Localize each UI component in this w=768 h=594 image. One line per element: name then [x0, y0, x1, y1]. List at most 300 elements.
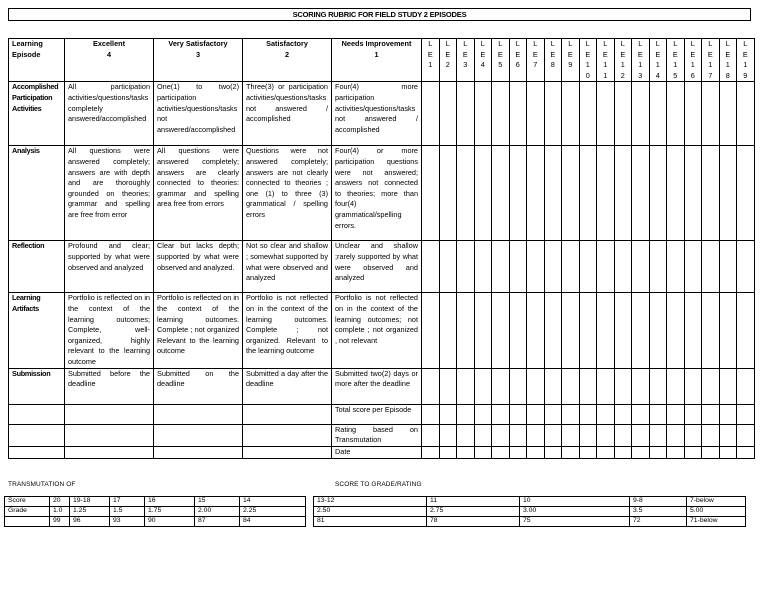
criterion-description: Unclear and shallow ;rarely supported by what were observed and analyzed — [332, 241, 422, 293]
episode-label-char: E — [585, 49, 591, 59]
episode-score-cell[interactable] — [702, 424, 720, 446]
summary-row — [9, 446, 755, 458]
grade-cell: 99 — [50, 517, 70, 527]
episode-label-char: L — [725, 39, 730, 48]
grade-cell: 1.75 — [145, 507, 195, 517]
episode-score-cell[interactable] — [579, 293, 597, 368]
episode-score-cell[interactable] — [562, 82, 580, 146]
episode-label-char: 1 — [428, 60, 433, 70]
criterion-name: Learning Artifacts — [9, 293, 65, 368]
episode-score-cell[interactable] — [439, 404, 457, 424]
episode-label-char: E — [567, 49, 573, 59]
criterion-description: All questions were answered completely; answers are clearly connected to theories: grammar and spelling area free from errors — [154, 146, 243, 241]
episode-label-char: 1 — [673, 60, 678, 70]
episode-score-cell[interactable] — [492, 82, 510, 146]
level-points: 1 — [374, 49, 379, 59]
criterion-name: Submission — [9, 368, 65, 404]
episode-score-cell[interactable] — [649, 241, 667, 293]
episode-label-char: E — [690, 49, 696, 59]
episode-score-cell[interactable] — [474, 446, 492, 458]
summary-row-label: Total score per Episode — [332, 404, 422, 424]
episode-label-char: L — [603, 39, 608, 48]
episode-score-cell[interactable] — [492, 241, 510, 293]
episode-score-cell[interactable] — [422, 368, 440, 404]
episode-score-cell[interactable] — [702, 146, 720, 241]
episode-score-cell[interactable] — [719, 424, 737, 446]
blank-cell — [9, 446, 65, 458]
episode-label-char: L — [638, 39, 643, 48]
episode-label-char: E — [707, 49, 713, 59]
grade-cell: Grade — [5, 507, 50, 517]
grade-cell: 11 — [427, 497, 520, 507]
criteria-body — [9, 82, 755, 458]
blank-cell — [243, 424, 332, 446]
episode-score-cell[interactable] — [544, 293, 562, 368]
episode-score-cell[interactable] — [527, 404, 545, 424]
episode-label-char: 1 — [708, 60, 713, 70]
level-header — [154, 39, 243, 82]
episode-score-cell[interactable] — [614, 446, 632, 458]
episode-label-char: E — [550, 49, 556, 59]
episode-label-char: 2 — [445, 60, 450, 70]
episode-label-char: 1 — [725, 60, 730, 70]
episode-score-cell[interactable] — [737, 368, 755, 404]
episode-score-cell[interactable] — [719, 446, 737, 458]
episode-score-cell[interactable] — [439, 446, 457, 458]
episode-score-cell[interactable] — [632, 293, 650, 368]
episode-header: Learning Episode — [9, 39, 65, 82]
episode-score-cell[interactable] — [597, 404, 615, 424]
episode-score-cell[interactable] — [492, 146, 510, 241]
page-title: SCORING RUBRIC FOR FIELD STUDY 2 EPISODES — [8, 8, 751, 21]
criterion-description: Portfolio is not reflected on in the context of the learning outcomes. Complete ; not organized. Relevant to the learning outcome — [243, 293, 332, 368]
grade-cell: 75 — [520, 517, 630, 527]
episode-column-header — [492, 39, 510, 82]
episode-score-cell[interactable] — [492, 293, 510, 368]
episode-score-cell[interactable] — [509, 446, 527, 458]
episode-column-header — [457, 39, 475, 82]
episode-label-char: E — [672, 49, 678, 59]
episode-score-cell[interactable] — [544, 82, 562, 146]
episode-label-char: L — [533, 39, 538, 48]
summary-row-label: Rating based on Transmutation — [332, 424, 422, 446]
episode-score-cell[interactable] — [597, 82, 615, 146]
grade-cell: 15 — [195, 497, 240, 507]
episode-score-cell[interactable] — [422, 404, 440, 424]
episode-score-cell[interactable] — [597, 293, 615, 368]
episode-score-cell[interactable] — [667, 293, 685, 368]
episode-score-cell[interactable] — [422, 241, 440, 293]
episode-label-char: 7 — [708, 70, 713, 80]
grade-row — [5, 517, 306, 527]
episode-column-header — [702, 39, 720, 82]
episode-score-cell[interactable] — [457, 424, 475, 446]
episode-label-char: 2 — [620, 70, 625, 80]
episode-score-cell[interactable] — [719, 368, 737, 404]
grade-cell: 78 — [427, 517, 520, 527]
episode-column-header — [737, 39, 755, 82]
episode-score-cell[interactable] — [667, 404, 685, 424]
criterion-row — [9, 293, 755, 368]
grade-cell: 87 — [195, 517, 240, 527]
episode-score-cell[interactable] — [579, 424, 597, 446]
episode-score-cell[interactable] — [667, 368, 685, 404]
episode-score-cell[interactable] — [684, 368, 702, 404]
episode-score-cell[interactable] — [492, 424, 510, 446]
grade-cell: 93 — [110, 517, 145, 527]
episode-score-cell[interactable] — [579, 241, 597, 293]
episode-label-char: L — [568, 39, 573, 48]
episode-score-cell[interactable] — [422, 293, 440, 368]
episode-score-cell[interactable] — [457, 446, 475, 458]
episode-label-char: E — [532, 49, 538, 59]
criterion-description: Submitted two(2) days or more after the deadline — [332, 368, 422, 404]
episode-score-cell[interactable] — [719, 82, 737, 146]
episode-score-cell[interactable] — [422, 446, 440, 458]
episode-score-cell[interactable] — [509, 424, 527, 446]
episode-score-cell[interactable] — [737, 293, 755, 368]
episode-label-char: 1 — [743, 60, 748, 70]
episode-score-cell[interactable] — [702, 404, 720, 424]
episode-score-cell[interactable] — [422, 146, 440, 241]
criterion-description: Submitted before the deadline — [65, 368, 154, 404]
episode-score-cell[interactable] — [649, 82, 667, 146]
episode-score-cell[interactable] — [474, 82, 492, 146]
episode-score-cell[interactable] — [527, 146, 545, 241]
episode-score-cell[interactable] — [457, 293, 475, 368]
episode-score-cell[interactable] — [562, 293, 580, 368]
criterion-description: Four(4) or more participation questions were not answered; answers not connected to theories; more than four(4) grammatical/spelling errors. — [332, 146, 422, 241]
episode-score-cell[interactable] — [632, 241, 650, 293]
episode-score-cell[interactable] — [509, 241, 527, 293]
grade-cell: 72 — [630, 517, 687, 527]
episode-label-char: E — [620, 49, 626, 59]
episode-score-cell[interactable] — [439, 241, 457, 293]
summary-row — [9, 424, 755, 446]
level-points: 4 — [106, 49, 112, 59]
episode-score-cell[interactable] — [457, 146, 475, 241]
episode-score-cell[interactable] — [474, 146, 492, 241]
episode-label-char: 1 — [603, 60, 608, 70]
transmutation-table — [4, 496, 306, 527]
episode-score-cell[interactable] — [474, 368, 492, 404]
episode-score-cell[interactable] — [439, 146, 457, 241]
grade-cell: 17 — [110, 497, 145, 507]
episode-score-cell[interactable] — [527, 241, 545, 293]
episode-score-cell[interactable] — [649, 146, 667, 241]
episode-score-cell[interactable] — [737, 424, 755, 446]
episode-score-cell[interactable] — [684, 404, 702, 424]
episode-score-cell[interactable] — [509, 368, 527, 404]
episode-score-cell[interactable] — [474, 404, 492, 424]
blank-cell — [154, 404, 243, 424]
level-points: 2 — [284, 49, 290, 59]
episode-column-header — [649, 39, 667, 82]
episode-score-cell[interactable] — [684, 82, 702, 146]
episode-score-cell[interactable] — [579, 368, 597, 404]
episode-label-char: E — [637, 49, 643, 59]
episode-score-cell[interactable] — [702, 82, 720, 146]
episode-score-cell[interactable] — [649, 404, 667, 424]
summary-row-label: Date — [332, 446, 422, 458]
level-name: Very Satisfactory — [168, 39, 228, 48]
level-points: 3 — [195, 49, 201, 59]
episode-score-cell[interactable] — [527, 293, 545, 368]
episode-score-cell[interactable] — [684, 446, 702, 458]
episode-score-cell[interactable] — [509, 82, 527, 146]
score-to-grade-label: SCORE TO GRADE/RATING — [335, 481, 422, 488]
episode-label-char: L — [463, 39, 468, 48]
episode-column-header — [527, 39, 545, 82]
episode-score-cell[interactable] — [667, 82, 685, 146]
episode-label-char: L — [515, 39, 520, 48]
criterion-row — [9, 241, 755, 293]
criterion-description: Questions were not answered completely; answers are not clearly connected to theories ; one (1) to three (3) grammatical / spelling errors — [243, 146, 332, 241]
episode-score-cell[interactable] — [632, 424, 650, 446]
episode-label-char: L — [445, 39, 450, 48]
episode-score-cell[interactable] — [649, 368, 667, 404]
episode-score-cell[interactable] — [632, 404, 650, 424]
blank-cell — [65, 424, 154, 446]
episode-label-char: E — [445, 49, 451, 59]
episode-score-cell[interactable] — [544, 404, 562, 424]
episode-score-cell[interactable] — [684, 424, 702, 446]
episode-score-cell[interactable] — [597, 446, 615, 458]
episode-score-cell[interactable] — [422, 82, 440, 146]
episode-score-cell[interactable] — [737, 446, 755, 458]
criterion-description: Portfolio is not reflected on in the context of the learning outcomes; not complete ; not organized , not relevant — [332, 293, 422, 368]
episode-score-cell[interactable] — [439, 293, 457, 368]
blank-cell — [65, 446, 154, 458]
grade-cell: 84 — [240, 517, 306, 527]
episode-score-cell[interactable] — [614, 424, 632, 446]
episode-score-cell[interactable] — [649, 293, 667, 368]
episode-score-cell[interactable] — [562, 404, 580, 424]
grade-cell: 3.00 — [520, 507, 630, 517]
criterion-row — [9, 82, 755, 146]
episode-score-cell[interactable] — [737, 146, 755, 241]
episode-score-cell[interactable] — [614, 82, 632, 146]
episode-score-cell[interactable] — [492, 404, 510, 424]
episode-score-cell[interactable] — [684, 293, 702, 368]
episode-score-cell[interactable] — [579, 446, 597, 458]
blank-cell — [243, 446, 332, 458]
episode-score-cell[interactable] — [597, 424, 615, 446]
episode-score-cell[interactable] — [527, 424, 545, 446]
episode-score-cell[interactable] — [474, 293, 492, 368]
episode-score-cell[interactable] — [649, 446, 667, 458]
episode-label-char: E — [742, 49, 748, 59]
episode-score-cell[interactable] — [667, 424, 685, 446]
episode-score-cell[interactable] — [719, 293, 737, 368]
episode-score-cell[interactable] — [527, 446, 545, 458]
score-to-grade-table — [313, 496, 746, 527]
episode-score-cell[interactable] — [527, 82, 545, 146]
episode-score-cell[interactable] — [492, 368, 510, 404]
blank-cell — [9, 424, 65, 446]
episode-score-cell[interactable] — [719, 146, 737, 241]
grade-cell: 1.0 — [50, 507, 70, 517]
episode-label-char: 4 — [480, 60, 485, 70]
episode-score-cell[interactable] — [737, 82, 755, 146]
episode-score-cell[interactable] — [457, 241, 475, 293]
episode-score-cell[interactable] — [632, 368, 650, 404]
episode-score-cell[interactable] — [667, 146, 685, 241]
episode-label-char: 4 — [655, 70, 660, 80]
episode-score-cell[interactable] — [492, 446, 510, 458]
criterion-description: Portfolio is reflected on in the context of the learning outcomes; Complete, well-organized, highly relevant to the learning outcome — [65, 293, 154, 368]
episode-score-cell[interactable] — [579, 404, 597, 424]
episode-score-cell[interactable] — [562, 146, 580, 241]
episode-score-cell[interactable] — [439, 368, 457, 404]
episode-score-cell[interactable] — [544, 146, 562, 241]
criterion-description: All questions were answered completely; answers are with depth and are thoroughly grounded on theories; grammar and spelling are free from error — [65, 146, 154, 241]
episode-score-cell[interactable] — [614, 146, 632, 241]
episode-label-char: 6 — [515, 60, 520, 70]
episode-score-cell[interactable] — [457, 404, 475, 424]
grade-cell: 19-18 — [70, 497, 110, 507]
episode-label-char: 0 — [585, 70, 590, 80]
grade-cell: Score — [5, 497, 50, 507]
episode-column-header — [614, 39, 632, 82]
transmutation-label: TRANSMUTATION OF — [8, 481, 76, 488]
episode-score-cell[interactable] — [614, 404, 632, 424]
episode-score-cell[interactable] — [719, 241, 737, 293]
grade-cell: 1.5 — [110, 507, 145, 517]
episode-label-char: L — [480, 39, 485, 48]
blank-cell — [154, 424, 243, 446]
episode-label-char: L — [743, 39, 748, 48]
episode-score-cell[interactable] — [684, 146, 702, 241]
episode-score-cell[interactable] — [737, 241, 755, 293]
grade-cell: 1.25 — [70, 507, 110, 517]
episode-label-char: 1 — [620, 60, 625, 70]
level-header — [65, 39, 154, 82]
blank-cell — [154, 446, 243, 458]
episode-score-cell[interactable] — [684, 241, 702, 293]
episode-score-cell[interactable] — [509, 146, 527, 241]
episode-score-cell[interactable] — [509, 293, 527, 368]
episode-score-cell[interactable] — [632, 146, 650, 241]
episode-score-cell[interactable] — [597, 368, 615, 404]
episode-score-cell[interactable] — [702, 293, 720, 368]
grade-cell: 13-12 — [314, 497, 427, 507]
episode-score-cell[interactable] — [544, 446, 562, 458]
grade-cell: 81 — [314, 517, 427, 527]
episode-score-cell[interactable] — [509, 404, 527, 424]
episode-label-char: 3 — [463, 60, 468, 70]
episode-score-cell[interactable] — [562, 368, 580, 404]
episode-label-char: 5 — [673, 70, 678, 80]
episode-label-char: 1 — [585, 60, 590, 70]
episode-score-cell[interactable] — [737, 404, 755, 424]
episode-score-cell[interactable] — [579, 146, 597, 241]
episode-label-char: 6 — [690, 70, 695, 80]
episode-label-char: 1 — [690, 60, 695, 70]
episode-score-cell[interactable] — [562, 424, 580, 446]
episode-label-char: E — [497, 49, 503, 59]
episode-column-header — [422, 39, 440, 82]
episode-score-cell[interactable] — [457, 82, 475, 146]
grade-cell: 14 — [240, 497, 306, 507]
grade-cell: 20 — [50, 497, 70, 507]
blank-cell — [9, 404, 65, 424]
episode-score-cell[interactable] — [457, 368, 475, 404]
episode-label-char: L — [708, 39, 713, 48]
episode-score-cell[interactable] — [474, 424, 492, 446]
episode-label-char: 9 — [743, 70, 748, 80]
episode-score-cell[interactable] — [702, 368, 720, 404]
blank-cell — [243, 404, 332, 424]
episode-score-cell[interactable] — [579, 82, 597, 146]
episode-label-char: L — [673, 39, 678, 48]
grade-row — [314, 517, 746, 527]
episode-score-cell[interactable] — [544, 368, 562, 404]
level-name: Excellent — [92, 39, 126, 48]
episode-label-char: L — [690, 39, 695, 48]
criterion-description: Not so clear and shallow ; somewhat supported by what were observed and analyzed — [243, 241, 332, 293]
episode-score-cell[interactable] — [649, 424, 667, 446]
episode-label-char: L — [655, 39, 660, 48]
episode-score-cell[interactable] — [702, 241, 720, 293]
episode-score-cell[interactable] — [632, 82, 650, 146]
episode-label-char: E — [427, 49, 433, 59]
episode-score-cell[interactable] — [597, 241, 615, 293]
episode-column-header — [439, 39, 457, 82]
episode-label-char: 1 — [638, 60, 643, 70]
episode-score-cell[interactable] — [667, 241, 685, 293]
episode-column-header — [632, 39, 650, 82]
episode-score-cell[interactable] — [632, 446, 650, 458]
episode-score-cell[interactable] — [439, 424, 457, 446]
grade-cell: 96 — [70, 517, 110, 527]
episode-label-char: L — [550, 39, 555, 48]
episode-score-cell[interactable] — [597, 146, 615, 241]
level-header — [332, 39, 422, 82]
episode-score-cell[interactable] — [422, 424, 440, 446]
episode-column-header — [667, 39, 685, 82]
episode-score-cell[interactable] — [702, 446, 720, 458]
episode-label-char: 1 — [603, 70, 608, 80]
criterion-name: Reflection — [9, 241, 65, 293]
episode-label-char: E — [480, 49, 486, 59]
episode-score-cell[interactable] — [719, 404, 737, 424]
episode-score-cell[interactable] — [474, 241, 492, 293]
episode-label-char: E — [462, 49, 468, 59]
level-name: Satisfactory — [266, 39, 308, 48]
grade-cell: 3.5 — [630, 507, 687, 517]
criterion-name: Analysis — [9, 146, 65, 241]
grade-cell: 5.00 — [687, 507, 746, 517]
grade-row — [5, 497, 306, 507]
episode-column-header — [684, 39, 702, 82]
episode-column-header — [544, 39, 562, 82]
criterion-description: Four(4) more participation activities/questions/tasks not answered / accomplished — [332, 82, 422, 146]
episode-score-cell[interactable] — [544, 424, 562, 446]
episode-score-cell[interactable] — [614, 293, 632, 368]
episode-score-cell[interactable] — [614, 368, 632, 404]
episode-score-cell[interactable] — [667, 446, 685, 458]
episode-score-cell[interactable] — [614, 241, 632, 293]
episode-score-cell[interactable] — [544, 241, 562, 293]
criterion-description: Clear but lacks depth; supported by what were observed and analyzed. — [154, 241, 243, 293]
episode-score-cell[interactable] — [562, 241, 580, 293]
episode-score-cell[interactable] — [439, 82, 457, 146]
episode-score-cell[interactable] — [562, 446, 580, 458]
episode-label-char: E — [602, 49, 608, 59]
episode-score-cell[interactable] — [527, 368, 545, 404]
grade-cell: 2.25 — [240, 507, 306, 517]
